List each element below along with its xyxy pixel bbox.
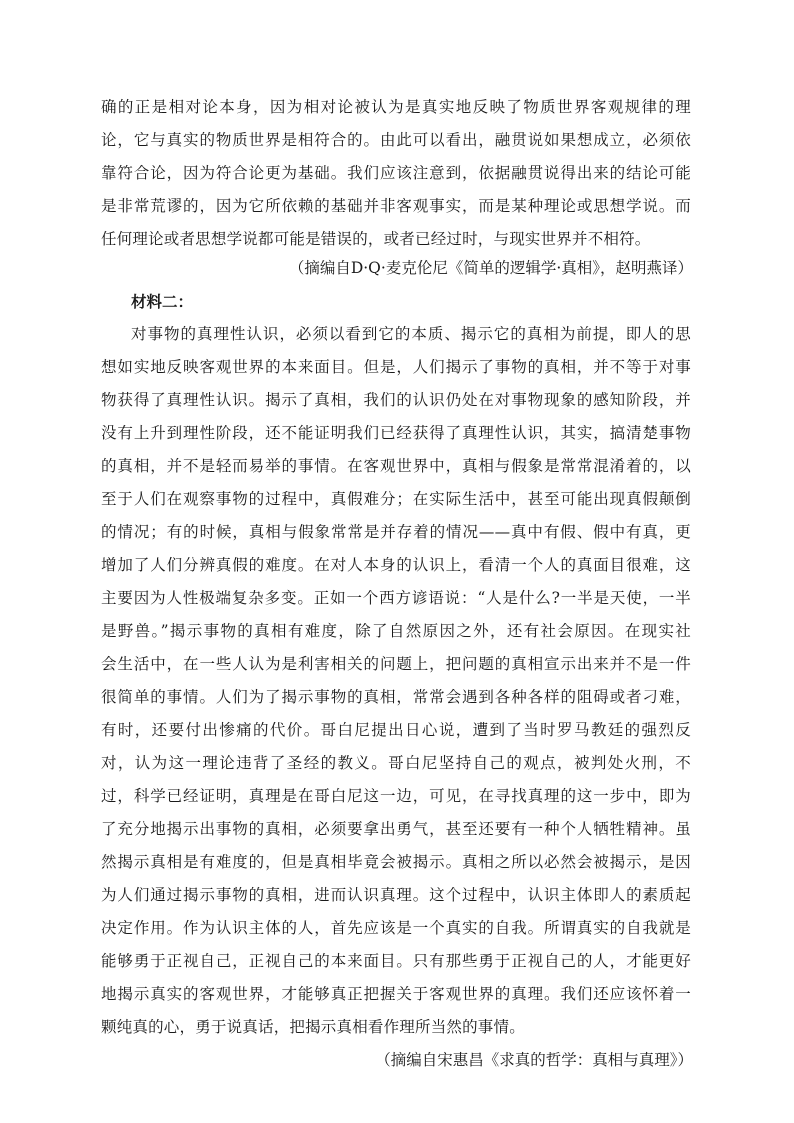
paragraph-line: 有时，还要付出惨痛的代价。哥白尼提出日心说，遭到了当时罗马教廷的强烈反 bbox=[101, 721, 691, 739]
paragraph-line: 的情况；有的时候，真相与假象常常是并存着的情况——真中有假、假中有真，更 bbox=[101, 523, 691, 541]
paragraph-line: 很简单的事情。人们为了揭示事物的真相，常常会遇到各种各样的阻碍或者刁难， bbox=[101, 688, 691, 706]
paragraph-line: 至于人们在观察事物的过程中，真假难分；在实际生活中，甚至可能出现真假颠倒 bbox=[101, 490, 691, 508]
paragraph-line: 然揭示真相是有难度的，但是真相毕竟会被揭示。真相之所以必然会被揭示，是因 bbox=[101, 853, 691, 871]
paragraph-line: 想如实地反映客观世界的本来面目。但是，人们揭示了事物的真相，并不等于对事 bbox=[101, 358, 691, 376]
paragraph-line: 能够勇于正视自己，正视自己的本来面目。只有那些勇于正视自己的人，才能更好 bbox=[101, 952, 691, 970]
paragraph-line: 主要因为人性极端复杂多变。正如一个西方谚语说：“人是什么?一半是天使，一半 bbox=[101, 589, 691, 607]
paragraph-line: 对，认为这一理论违背了圣经的教义。哥白尼坚持自己的观点，被判处火刑，不 bbox=[101, 754, 691, 772]
paragraph-line: 会生活中，在一些人认为是利害相关的问题上，把问题的真相宣示出来并不是一件 bbox=[101, 655, 691, 673]
paragraph-line: 是野兽。”揭示事物的真相有难度，除了自然原因之外，还有社会原因。在现实社 bbox=[101, 622, 691, 640]
paragraph-line: 了充分地揭示出事物的真相，必须要拿出勇气，甚至还要有一种个人牺牲精神。虽 bbox=[101, 820, 691, 838]
paragraph-line: 靠符合论，因为符合论更为基础。我们应该注意到，依据融贯说得出来的结论可能 bbox=[101, 164, 691, 182]
paragraph-line: 论，它与真实的物质世界是相符合的。由此可以看出，融贯说如果想成立，必须依 bbox=[101, 131, 691, 149]
section-heading: 材料二： bbox=[131, 292, 194, 311]
paragraph-line: 没有上升到理性阶段，还不能证明我们已经获得了真理性认识，其实，搞清楚事物 bbox=[101, 424, 691, 442]
source-citation: （摘编自D·Q·麦克伦尼《简单的逻辑学·真相》，赵明燕译） bbox=[288, 259, 693, 277]
paragraph-line: 确的正是相对论本身，因为相对论被认为是真实地反映了物质世界客观规律的理 bbox=[101, 98, 691, 116]
paragraph-line: 是非常荒谬的，因为它所依赖的基础并非客观事实，而是某种理论或思想学说。而 bbox=[101, 197, 691, 215]
paragraph-line: 增加了人们分辨真假的难度。在对人本身的认识上，看清一个人的真面目很难，这 bbox=[101, 556, 691, 574]
paragraph-line: 物获得了真理性认识。揭示了真相，我们的认识仍处在对事物现象的感知阶段，并 bbox=[101, 391, 691, 409]
paragraph-line: 颗纯真的心，勇于说真话，把揭示真相看作理所当然的事情。 bbox=[101, 1018, 525, 1036]
paragraph-line: 任何理论或者思想学说都可能是错误的，或者已经过时，与现实世界并不相符。 bbox=[101, 230, 651, 248]
paragraph-line: 地揭示真实的客观世界，才能够真正把握关于客观世界的真理。我们还应该怀着一 bbox=[101, 985, 691, 1003]
paragraph-line: 的真相，并不是轻而易举的事情。在客观世界中，真相与假象是常常混淆着的，以 bbox=[101, 457, 691, 475]
paragraph-line: 对事物的真理性认识，必须以看到它的本质、揭示它的真相为前提，即人的思 bbox=[131, 325, 691, 343]
paragraph-line: 决定作用。作为认识主体的人，首先应该是一个真实的自我。所谓真实的自我就是 bbox=[101, 919, 691, 937]
paragraph-line: 过，科学已经证明，真理是在哥白尼这一边，可见，在寻找真理的这一步中，即为 bbox=[101, 787, 691, 805]
paragraph-line: 为人们通过揭示事物的真相，进而认识真理。这个过程中，认识主体即人的素质起 bbox=[101, 886, 691, 904]
source-citation: （摘编自宋惠昌《求真的哲学：真相与真理》） bbox=[375, 1051, 693, 1069]
